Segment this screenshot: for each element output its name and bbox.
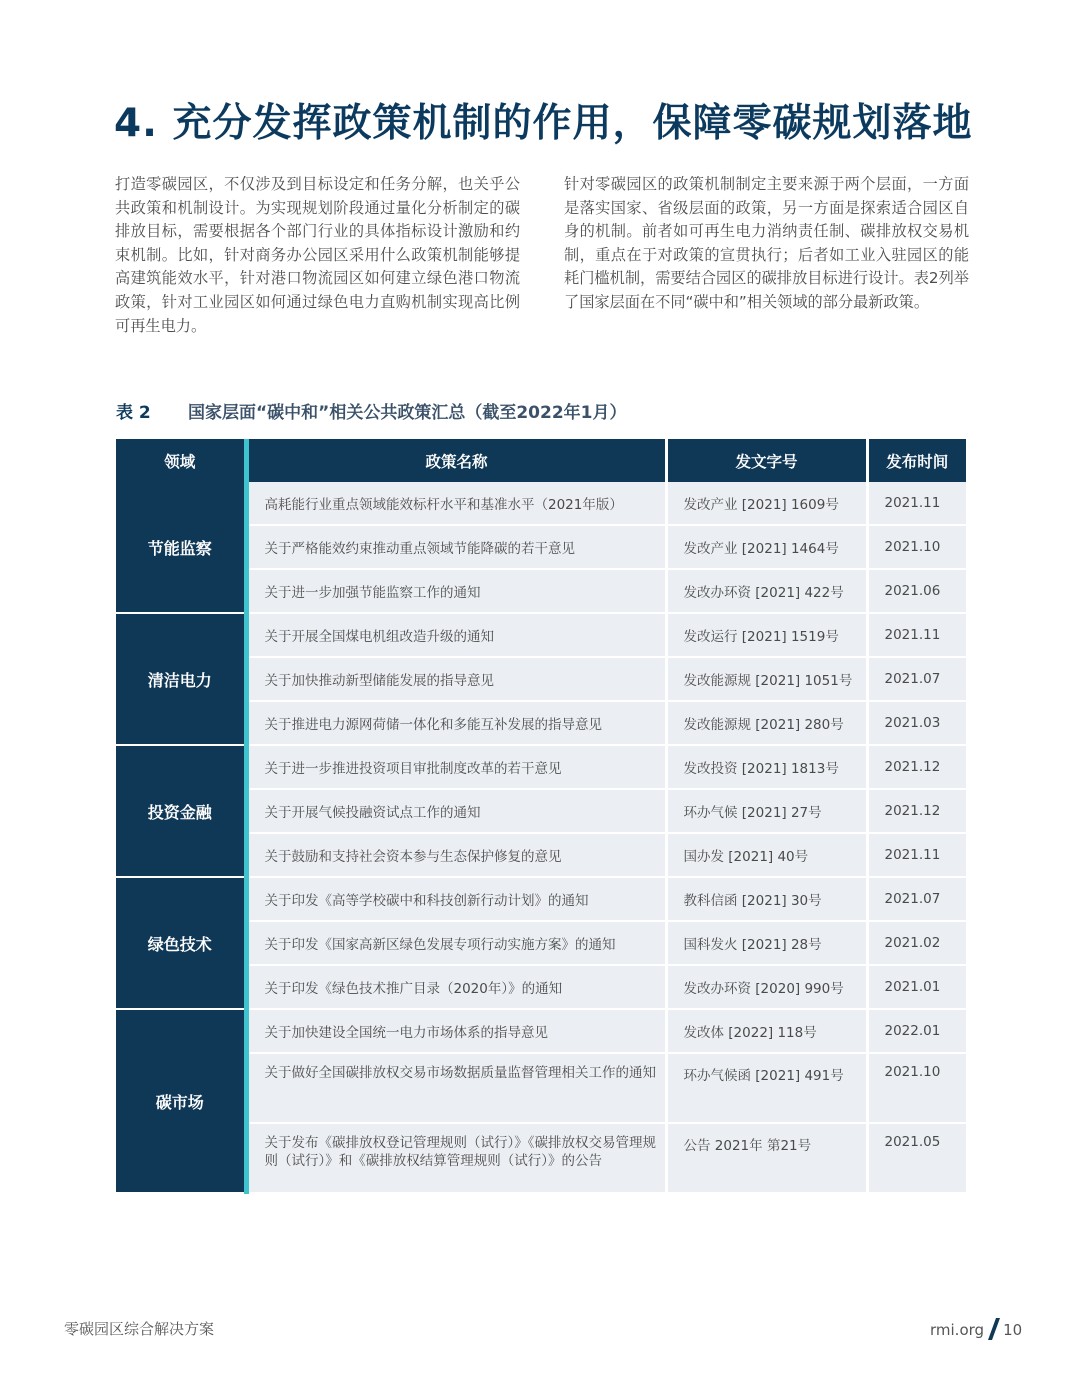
- publish-date: 2021.12: [867, 745, 966, 789]
- table-row: [116, 1009, 966, 1053]
- domain-cell: 绿色技术: [116, 877, 246, 1009]
- policy-name: 关于严格能效约束推动重点领域节能降碳的若干意见: [246, 525, 666, 569]
- publish-date: 2021.01: [867, 965, 966, 1009]
- table-header-row: [116, 439, 966, 482]
- doc-number: 发改能源规 [2021] 280号: [666, 701, 867, 745]
- slash-icon: [988, 1318, 1000, 1340]
- doc-number: 发改能源规 [2021] 1051号: [666, 657, 867, 701]
- header-doc-number: 发文字号: [666, 439, 867, 482]
- domain-cell: 清洁电力: [116, 613, 246, 745]
- policy-name: 关于进一步推进投资项目审批制度改革的若干意见: [246, 745, 666, 789]
- domain-cell: 碳市场: [116, 1009, 246, 1193]
- domain-cell: 投资金融: [116, 745, 246, 877]
- policy-name: 关于鼓励和支持社会资本参与生态保护修复的意见: [246, 833, 666, 877]
- policy-name: 关于加快建设全国统一电力市场体系的指导意见: [246, 1009, 666, 1053]
- doc-number: 发改运行 [2021] 1519号: [666, 613, 867, 657]
- publish-date: 2022.01: [867, 1009, 966, 1053]
- policy-table: [116, 439, 966, 1194]
- publish-date: 2021.10: [867, 525, 966, 569]
- policy-name: 关于推进电力源网荷储一体化和多能互补发展的指导意见: [246, 701, 666, 745]
- publish-date: 2021.11: [867, 613, 966, 657]
- doc-number: 发改办环资 [2020] 990号: [666, 965, 867, 1009]
- doc-number: 发改办环资 [2021] 422号: [666, 569, 867, 613]
- doc-number: 国科发火 [2021] 28号: [666, 921, 867, 965]
- policy-name: 关于发布《碳排放权登记管理规则（试行）》《碳排放权交易管理规则（试行）》和《碳排放权结算管理规则（试行）》的公告: [246, 1123, 666, 1193]
- table-row: [116, 877, 966, 921]
- doc-number: 公告 2021年 第21号: [666, 1123, 867, 1193]
- policy-name: 关于印发《国家高新区绿色发展专项行动实施方案》的通知: [246, 921, 666, 965]
- publish-date: 2021.06: [867, 569, 966, 613]
- footer-right: [930, 1318, 1022, 1340]
- doc-number: 发改投资 [2021] 1813号: [666, 745, 867, 789]
- doc-number: 国办发 [2021] 40号: [666, 833, 867, 877]
- intro-paragraph-left: 打造零碳园区，不仅涉及到目标设定和任务分解，也关乎公共政策和机制设计。为实现规划阶段通过量化分析制定的碳排放目标，需要根据各个部门行业的具体指标设计激励和约束机制。比如，针对商务办公园区采用什么政策机制能够提高建筑能效水平，针对港口物流园区如何建立绿色港口物流政策，针对工业园区如何通过绿色电力直购机制实现高比例可再生电力。: [115, 175, 520, 335]
- doc-number: 教科信函 [2021] 30号: [666, 877, 867, 921]
- footer-report-title: 零碳园区综合解决方案: [64, 1320, 215, 1338]
- table-caption: [116, 398, 627, 423]
- header-policy: 政策名称: [246, 439, 666, 482]
- header-date: 发布时间: [867, 439, 966, 482]
- page-title: 4. 充分发挥政策机制的作用，保障零碳规划落地: [114, 101, 973, 146]
- table-number: 表 2: [116, 403, 151, 423]
- publish-date: 2021.02: [867, 921, 966, 965]
- policy-name: 关于印发《高等学校碳中和科技创新行动计划》的通知: [246, 877, 666, 921]
- doc-number: 发改体 [2022] 118号: [666, 1009, 867, 1053]
- doc-number: 环办气候 [2021] 27号: [666, 789, 867, 833]
- publish-date: 2021.11: [867, 482, 966, 525]
- publish-date: 2021.11: [867, 833, 966, 877]
- publish-date: 2021.07: [867, 657, 966, 701]
- doc-number: 发改产业 [2021] 1464号: [666, 525, 867, 569]
- table-caption-text: 国家层面“碳中和”相关公共政策汇总（截至2022年1月）: [188, 403, 627, 423]
- policy-name: 高耗能行业重点领域能效标杆水平和基准水平（2021年版）: [246, 482, 666, 525]
- header-domain: 领域: [116, 439, 246, 482]
- table-row: [116, 482, 966, 525]
- policy-name: 关于做好全国碳排放权交易市场数据质量监督管理相关工作的通知: [246, 1053, 666, 1123]
- page-number: 10: [1003, 1321, 1023, 1339]
- publish-date: 2021.07: [867, 877, 966, 921]
- intro-paragraph-right: 针对零碳园区的政策机制制定主要来源于两个层面，一方面是落实国家、省级层面的政策，另一方面是探索适合园区自身的机制。前者如可再生电力消纳责任制、碳排放权交易机制，重点在于对政策的宣贯执行；后者如工业入驻园区的能耗门槛机制，需要结合园区的碳排放目标进行设计。表2列举了国家层面在不同“碳中和”相关领域的部分最新政策。: [564, 175, 969, 311]
- table-row: [116, 745, 966, 789]
- publish-date: 2021.10: [867, 1053, 966, 1123]
- doc-number: 环办气候函 [2021] 491号: [666, 1053, 867, 1123]
- policy-name: 关于进一步加强节能监察工作的通知: [246, 569, 666, 613]
- policy-name: 关于开展气候投融资试点工作的通知: [246, 789, 666, 833]
- publish-date: 2021.05: [867, 1123, 966, 1193]
- table-row: [116, 613, 966, 657]
- policy-name: 关于印发《绿色技术推广目录（2020年）》的通知: [246, 965, 666, 1009]
- footer-site-link[interactable]: rmi.org: [930, 1321, 985, 1339]
- policy-name: 关于加快推动新型储能发展的指导意见: [246, 657, 666, 701]
- publish-date: 2021.03: [867, 701, 966, 745]
- doc-number: 发改产业 [2021] 1609号: [666, 482, 867, 525]
- publish-date: 2021.12: [867, 789, 966, 833]
- domain-cell: 节能监察: [116, 482, 246, 613]
- policy-name: 关于开展全国煤电机组改造升级的通知: [246, 613, 666, 657]
